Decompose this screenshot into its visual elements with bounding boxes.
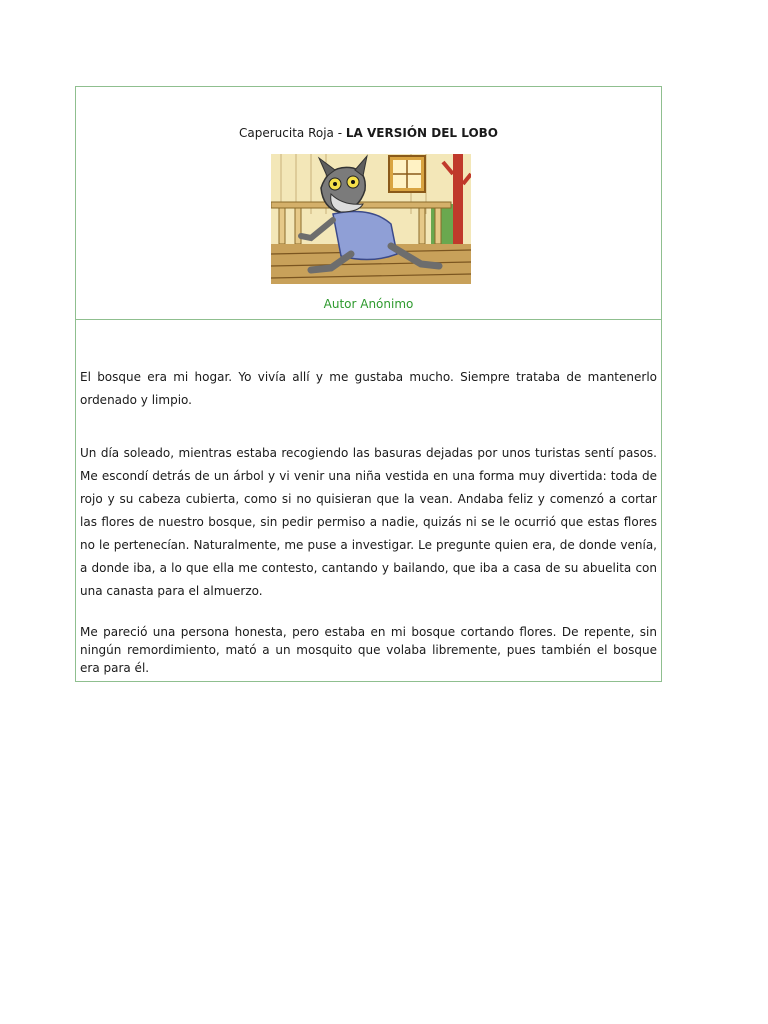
story-body	[76, 320, 661, 681]
story-title	[76, 125, 661, 141]
header-cell	[76, 87, 661, 320]
author-line: Autor Anónimo	[323, 297, 414, 311]
paragraph: Me pareció una persona honesta, pero estaba en mi bosque cortando flores. De repente, sin ningún remordimiento, mató a un mosquito que volaba libremente, pues también el bosque era para él.	[80, 625, 657, 675]
paragraph: El bosque era mi hogar. Yo vivía allí y me gustaba mucho. Siempre trataba de mantenerlo ordenado y limpio.	[80, 370, 657, 407]
wolf-on-porch-illustration	[271, 154, 471, 284]
title-bold: LA VERSIÓN DEL LOBO	[345, 126, 498, 140]
document-table	[75, 86, 662, 682]
title-prefix: Caperucita Roja -	[239, 126, 346, 140]
paragraph: Un día soleado, mientras estaba recogiendo las basuras dejadas por unos turistas sentí pasos. Me escondí detrás de un árbol y vi venir una niña vestida en una forma muy divertida: toda de rojo y su cabeza cubierta, como si no quisieran que la vean. Andaba feliz y comenzó a cortar las flores de nuestro bosque, sin pedir permiso a nadie, quizás ni se le ocurrió que estas flores no le pertenecían. Naturalmente, me puse a investigar. Le pregunte quien era, de donde venía, a donde iba, a lo que ella me contesto, cantando y bailando, que iba a casa de su abuelita con una canasta para el almuerzo.	[80, 446, 657, 598]
